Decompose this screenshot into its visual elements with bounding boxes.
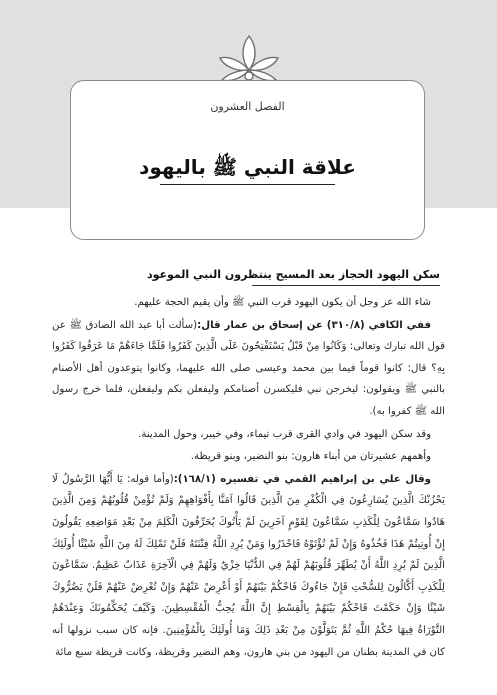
chapter-title: علاقة النبي ﷺ باليهود [139,155,356,179]
paragraph-1: شاء الله عز وجل أن يكون اليهود قرب النبي ﷺ وأن يقيم الحجة عليهم. [134,297,431,308]
citation-lead: وقال علي بن إبراهيم القمي في تفسيره (١٦٨/١): [173,473,431,485]
section-heading: سكن اليهود الحجاز بعد المسيح ينتظرون النبي الموعود [146,268,440,281]
quotation: (وأما قوله: يَا أَيُّهَا الرَّسُولُ لَا يَحْزُنْكَ الَّذِينَ يُسَارِعُونَ فِي الْكُفْرِ مِنَ الَّذِينَ قَالُوا آمَنَّا بِأَفْوَاهِهِمْ وَلَمْ تُؤْمِنْ قُلُوبُهُمْ وَمِنَ الَّذِينَ هَادُوا سَمَّاعُونَ لِلْكَذِبِ سَمَّاعُونَ لِقَوْمٍ آخَرِينَ لَمْ يَأْتُوكَ يُحَرِّفُونَ الْكَلِمَ مِنْ بَعْدِ مَوَاضِعِهِ يَقُولُونَ إِنْ أُوتِيتُمْ هَذَا فَخُذُوهُ وَإِنْ لَمْ تُؤْتَوْهُ فَاحْذَرُوا وَمَنْ يُرِدِ اللَّهُ فِتْنَتَهُ فَلَنْ تَمْلِكَ لَهُ مِنَ اللَّهِ شَيْئًا أُولَئِكَ الَّذِينَ لَمْ يُرِدِ اللَّهُ أَنْ يُطَهِّرَ قُلُوبَهُمْ لَهُمْ فِي الدُّنْيَا خِزْيٌ وَلَهُمْ فِي الْآخِرَةِ عَذَابٌ عَظِيمٌ. سَمَّاعُونَ لِلْكَذِبِ أَكَّالُونَ لِلسُّحْتِ فَإِنْ جَاءُوكَ فَاحْكُمْ بَيْنَهُمْ أَوْ أَعْرِضْ عَنْهُمْ وَإِنْ تُعْرِضْ عَنْهُمْ فَلَنْ يَضُرُّوكَ شَيْئًا وَإِنْ حَكَمْتَ فَاحْكُمْ بَيْنَهُمْ بِالْقِسْطِ إِنَّ اللَّهَ يُحِبُّ الْمُقْسِطِينَ. وَكَيْفَ يُحَكِّمُونَكَ وَعِنْدَهُمُ التَّوْرَاةُ فِيهَا حُكْمُ اللَّهِ ثُمَّ يَتَوَلَّوْنَ مِنْ بَعْدِ ذَلِكَ وَمَا أُولَئِكَ بِالْمُؤْمِنِينَ. فإنه كان سبب نزولها أنه كان في المدينة بطنان من اليهود من بني هارون، وهم النضير وقريظة، وكانت قريظة سبع مائة [52,473,445,658]
citation-lead: ففي الكافي (٣١٠/٨) عن إسحاق بن عمار قال: [197,319,431,331]
body-text [52,292,445,663]
paragraph-3: وقد سكن اليهود في وادي القرى قرب تيماء، وفي خيبر، وحول المدينة. [138,428,431,440]
chapter-label: الفصل العشرون [210,100,285,113]
paragraph-2 [52,315,445,423]
quotation: (سألت أبا عبد الله الصادق ﷺ عن قول الله تبارك وتعالى: وَكَانُوا مِنْ قَبْلُ يَسْتَفْتِحُونَ عَلَى الَّذِينَ كَفَرُوا فَلَمَّا جَاءَهُمْ مَا عَرَفُوا كَفَرُوا بِهِ؟ قال: كانوا قوماً فيما بين محمد وعيسى صلى الله عليهما، وكانوا يتوعدون أهل الأصنام بالنبي ﷺ ويقولون: ليخرجن نبي فليكسرن أصنامكم وليفعلن بكم وليفعلن، فلما خرج رسول الله ﷺ كفروا به). [52,319,445,417]
section-heading-underline [252,285,440,286]
paragraph-4: وأهمهم عشيرتان من أبناء هارون: بنو النضير، وبنو قريظة. [190,451,431,463]
title-underline [160,184,335,185]
paragraph-5 [52,469,445,663]
